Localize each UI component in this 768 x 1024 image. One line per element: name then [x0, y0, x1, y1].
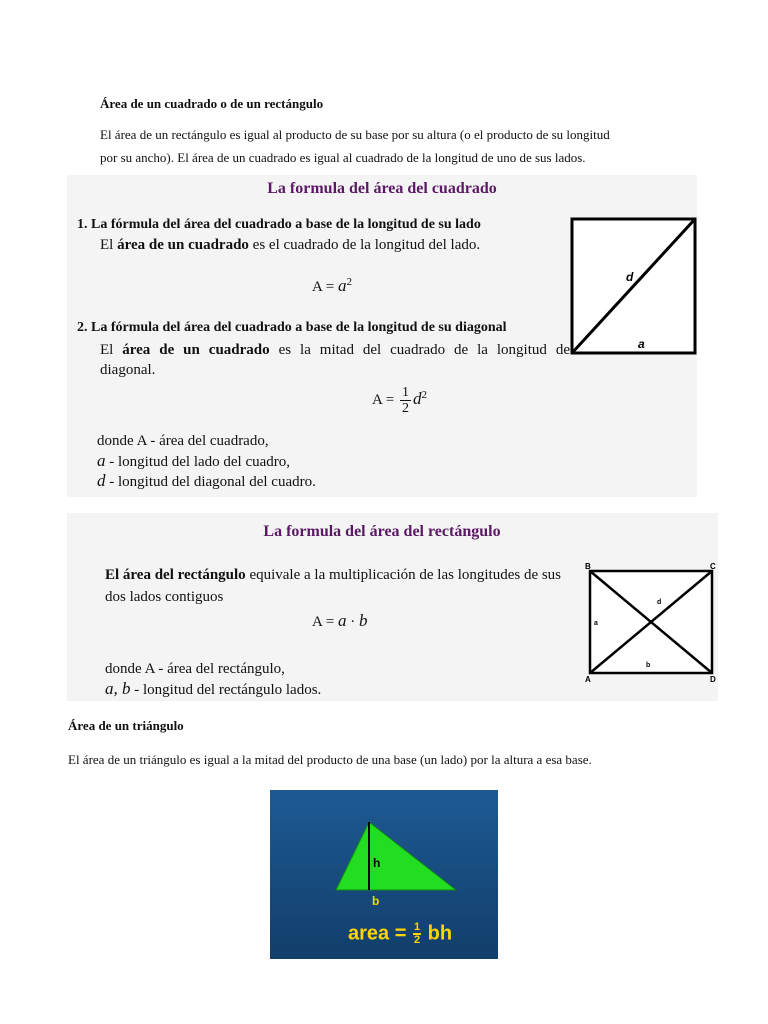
intro-paragraph-line1: El área de un rectángulo es igual al producto de su base por su altura (o el producto de su longitud	[100, 127, 610, 142]
rectangle-diagram	[584, 561, 718, 683]
triangle-figure	[270, 790, 498, 959]
square-item1-text	[100, 235, 480, 255]
rectangle-text	[105, 565, 561, 585]
square-item2-heading	[77, 320, 507, 336]
square-legend-line1: donde A - área del cuadrado,	[97, 433, 269, 449]
square-diagonal-fraction	[400, 385, 411, 416]
rectangle-panel-title: La formula del área del rectángulo	[263, 523, 501, 540]
rectangle-text-bold: El área del rectángulo	[105, 567, 246, 583]
triangle-fraction-numerator: 1	[413, 921, 421, 933]
square-side-formula-var: a	[337, 276, 347, 295]
triangle-paragraph: El área de un triángulo es igual a la mitad del producto de una base (un lado) por la altura a esa base.	[68, 752, 592, 767]
square-legend-d-text: - longitud del diagonal del cuadro.	[105, 474, 316, 490]
square-item2-title: La fórmula del área del cuadrado a base de la longitud de su diagonal	[91, 320, 507, 335]
rectangle-formula-a: a	[337, 611, 347, 630]
square-legend-a	[97, 451, 290, 472]
square-legend-a-text: - longitud del lado del cuadro,	[105, 454, 291, 470]
triangle-area-formula	[348, 922, 452, 946]
square-item1-text-post: es el cuadrado de la longitud del lado.	[248, 237, 481, 253]
rectangle-corner-d: D	[710, 675, 716, 683]
square-item1-text-bold: área de un cuadrado	[117, 237, 249, 253]
rectangle-formula-lhs: A =	[312, 614, 338, 630]
square-legend-a-var: a	[97, 451, 106, 470]
rectangle-corner-b: B	[585, 562, 591, 571]
rectangle-legend-line1: donde A - área del rectángulo,	[105, 661, 285, 677]
square-legend-d-var: d	[97, 471, 106, 490]
square-diagonal-formula-lhs: A =	[372, 391, 398, 408]
fraction-denominator: 2	[401, 401, 409, 416]
square-item2-text	[100, 340, 570, 360]
triangle-fraction-denominator: 2	[413, 934, 421, 946]
rectangle-text-post: equivale a la multiplicación de las longitudes de sus	[245, 567, 562, 583]
rectangle-corner-a: A	[585, 675, 591, 683]
square-item1-text-pre: El	[100, 237, 118, 253]
square-diagram-label-d: d	[626, 270, 634, 284]
square-item2-text-bold: área de un cuadrado	[122, 342, 270, 358]
triangle-formula-prefix: area =	[348, 922, 412, 945]
rectangle-corner-c: C	[710, 562, 716, 571]
triangle-label-h: h	[373, 856, 381, 870]
intro-paragraph-line2: por su ancho). El área de un cuadrado es igual al cuadrado de la longitud de uno de sus lados.	[100, 150, 586, 165]
square-side-formula-lhs: A =	[312, 279, 338, 295]
square-item2-number: 2.	[77, 320, 88, 335]
triangle-formula-suffix: bh	[422, 922, 453, 945]
square-diagonal-formula-var: d	[412, 388, 422, 408]
rectangle-label-d: d	[657, 599, 662, 606]
intro-paragraph	[100, 123, 700, 169]
square-panel-title: La formula del área del cuadrado	[267, 180, 497, 197]
rectangle-label-a: a	[594, 620, 598, 627]
square-diagonal-formula-exp: 2	[421, 388, 427, 401]
rectangle-formula	[312, 611, 367, 631]
square-item1-title: La fórmula del área del cuadrado a base de la longitud de su lado	[91, 217, 481, 232]
square-item1-number: 1.	[77, 217, 88, 232]
rectangle-legend-text: - longitud del rectángulo lados.	[130, 682, 322, 698]
square-item1-heading	[77, 217, 481, 233]
triangle-label-b: b	[372, 894, 380, 908]
section-heading-square-rect: Área de un cuadrado o de un rectángulo	[100, 96, 324, 111]
rectangle-text-line2: dos lados contiguos	[105, 589, 224, 605]
rectangle-formula-dot: ·	[346, 614, 359, 630]
rectangle-formula-panel	[67, 513, 718, 701]
fraction-numerator: 1	[401, 385, 409, 400]
square-item2-text-line2: diagonal.	[100, 362, 156, 378]
square-diagonal-formula	[372, 385, 427, 416]
square-item2-text-post: es la mitad del cuadrado de la longitud de	[269, 342, 570, 358]
square-item2-text-pre: El	[100, 342, 123, 358]
triangle-shape	[336, 822, 456, 890]
rectangle-formula-b: b	[358, 611, 368, 630]
square-formula-panel	[67, 175, 697, 497]
triangle-formula-fraction	[413, 922, 421, 946]
square-side-formula-exp: 2	[346, 276, 352, 288]
square-legend-d	[97, 471, 316, 492]
section-heading-triangle: Área de un triángulo	[68, 718, 184, 733]
square-side-formula	[312, 276, 352, 296]
rectangle-legend-vars	[105, 679, 321, 700]
square-diagram	[570, 215, 697, 357]
square-diagram-label-a: a	[638, 337, 645, 351]
rectangle-legend-vars-text: a, b	[105, 679, 131, 698]
rectangle-label-b: b	[646, 662, 651, 669]
